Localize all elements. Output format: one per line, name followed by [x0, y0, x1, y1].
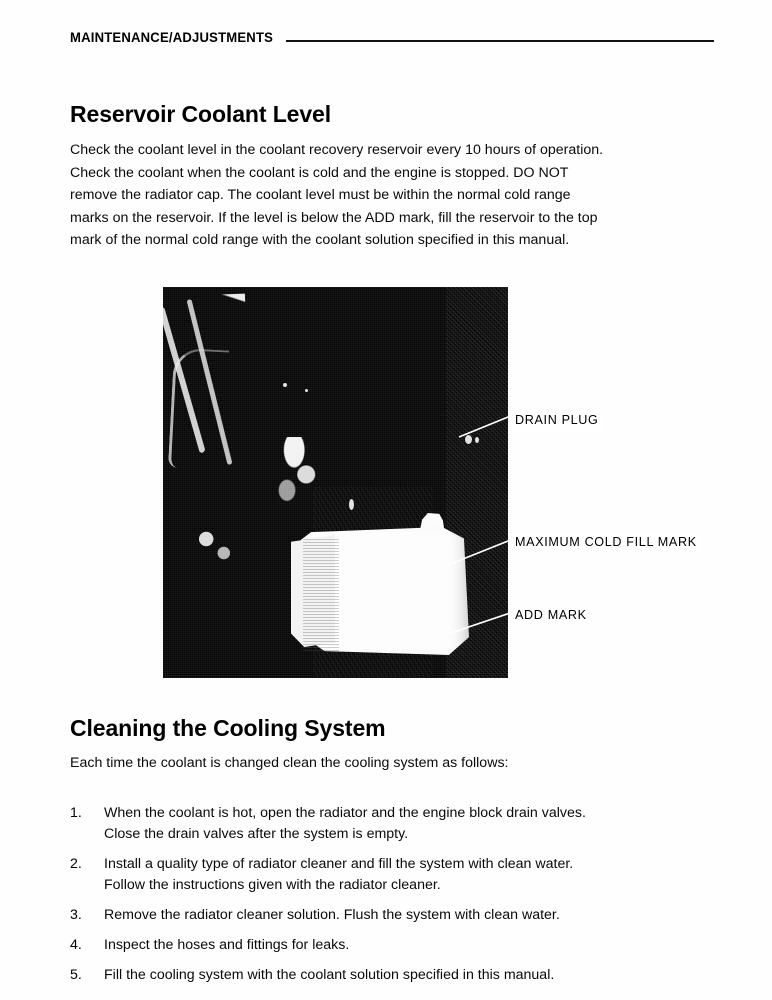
intro-paragraph	[70, 139, 708, 252]
photo-drain-plug-highlight	[465, 435, 472, 444]
header-rule	[286, 40, 714, 42]
callout-label-drain-plug: DRAIN PLUG	[510, 411, 603, 431]
list-item	[70, 905, 730, 926]
photo-bracket	[193, 523, 237, 563]
step-number: 1.	[70, 805, 82, 821]
photo-panel-edge	[168, 348, 229, 471]
photo-speck	[305, 389, 308, 392]
step-number: 2.	[70, 856, 82, 872]
paragraph-line: Check the coolant level in the coolant recovery reservoir every 10 hours of operation.	[70, 142, 604, 158]
paragraph-line: marks on the reservoir. If the level is below the ADD mark, fill the reservoir to the top	[70, 209, 598, 226]
step-line: Follow the instructions given with the radiator cleaner.	[104, 877, 441, 893]
callout-label-maximum-cold-fill-mark: MAXIMUM COLD FILL MARK	[510, 533, 702, 553]
list-item	[70, 965, 730, 986]
step-number: 3.	[70, 907, 82, 923]
list-item	[70, 854, 730, 896]
step-text	[104, 854, 573, 896]
step-text	[104, 905, 560, 926]
list-item	[70, 935, 730, 956]
photo-coolant-reservoir-bottle	[291, 509, 479, 657]
page-header	[70, 26, 714, 48]
header-title: MAINTENANCE/ADJUSTMENTS	[70, 29, 274, 45]
step-text	[104, 803, 586, 845]
step-line: Close the drain valves after the system is empty.	[104, 826, 409, 842]
step-line: When the coolant is hot, open the radiator and the engine block drain valves.	[104, 805, 586, 821]
step-line: Fill the cooling system with the coolant solution specified in this manual.	[104, 967, 555, 983]
step-text	[104, 965, 554, 986]
step-line: Inspect the hoses and fittings for leaks.	[104, 937, 350, 953]
photograph-image	[163, 287, 508, 678]
figure-coolant-reservoir-photo	[163, 287, 508, 678]
step-number: 5.	[70, 967, 82, 983]
paragraph-line: Each time the coolant is changed clean the cooling system as follows:	[70, 755, 509, 771]
heading-reservoir-coolant-level: Reservoir Coolant Level	[70, 101, 332, 128]
step-line: Install a quality type of radiator cleaner and fill the system with clean water.	[104, 856, 574, 872]
paragraph-line: Check the coolant when the coolant is cold and the engine is stopped. DO NOT	[70, 164, 569, 181]
step-line: Remove the radiator cleaner solution. Flush the system with clean water.	[104, 907, 560, 923]
reservoir-shading	[303, 539, 339, 651]
cleaning-intro-paragraph	[70, 752, 708, 775]
step-text	[104, 935, 349, 956]
paragraph-line: mark of the normal cold range with the coolant solution specified in this manual.	[70, 232, 570, 249]
list-item	[70, 803, 730, 845]
photo-speck	[283, 383, 287, 387]
callout-label-add-mark: ADD MARK	[510, 606, 592, 626]
heading-cleaning-the-cooling-system: Cleaning the Cooling System	[70, 715, 386, 742]
procedure-step-list	[70, 803, 730, 995]
photo-drain-plug-highlight	[475, 437, 479, 443]
step-number: 4.	[70, 937, 82, 953]
paragraph-line: remove the radiator cap. The coolant level must be within the normal cold range	[70, 187, 571, 204]
